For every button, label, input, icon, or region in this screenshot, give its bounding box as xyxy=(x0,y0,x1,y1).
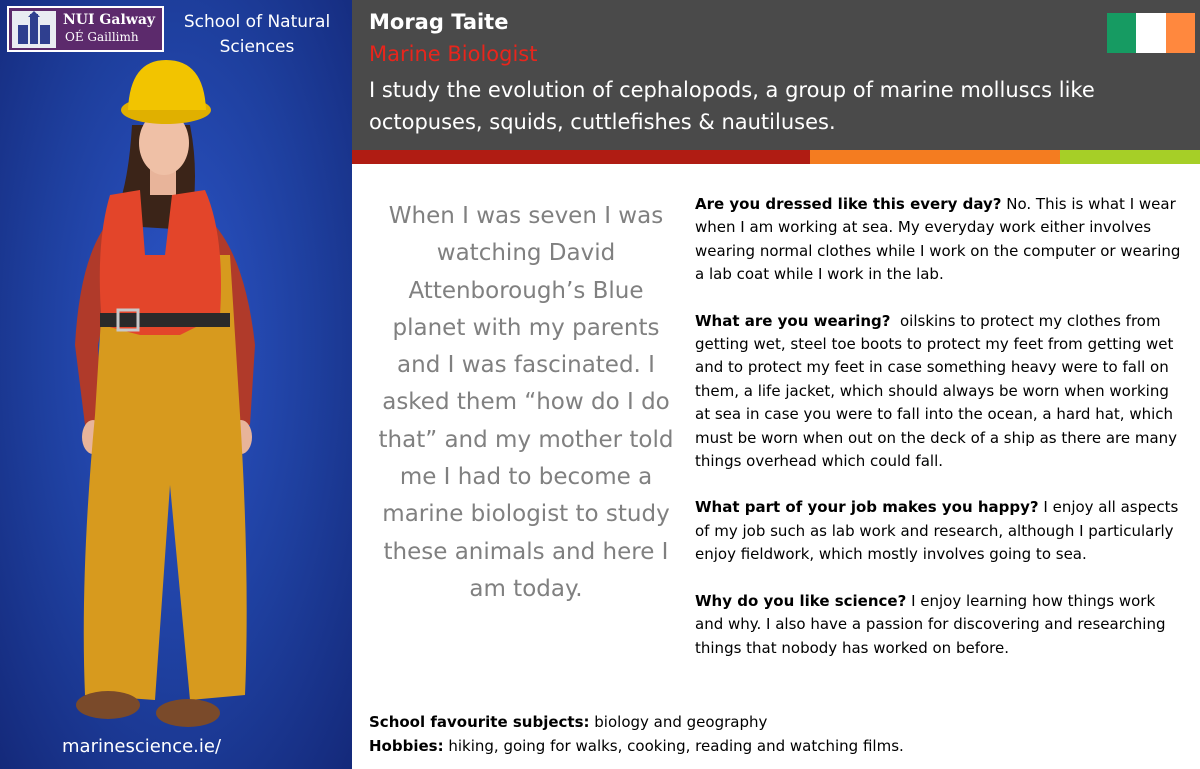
qa-item xyxy=(695,310,1183,474)
qa-item xyxy=(695,193,1183,287)
accent-stripe-orange xyxy=(810,150,1060,164)
favourite-subjects xyxy=(369,710,1189,734)
logo-text-irish: OÉ Gaillimh xyxy=(65,30,139,44)
person-photo-icon xyxy=(40,55,340,735)
qa-answer: oilskins to protect my clothes from getting wet, steel toe boots to protect my feet from getting wet and to protect my feet in case something heavy were to fall on them, a life jacket, which should always be worn when working at sea in case you were to fall into the ocean, a hard hat, which must be worn when out on the deck of a ship as there are many things overhead which could fall. xyxy=(695,311,1182,471)
job-title: Marine Biologist xyxy=(369,42,538,66)
logo-text-english: NUI Galway xyxy=(63,12,156,28)
university-crest-icon xyxy=(12,11,56,48)
photo-panel xyxy=(0,0,352,769)
favourite-subjects-value: biology and geography xyxy=(589,713,768,731)
website-url: marinescience.ie/ xyxy=(62,736,222,757)
profile-header xyxy=(352,0,1200,150)
favourite-subjects-label: School favourite subjects: xyxy=(369,713,590,731)
qa-item xyxy=(695,496,1183,566)
hobbies xyxy=(369,734,1189,758)
qa-question: What part of your job makes you happy? xyxy=(695,498,1039,517)
hobbies-label: Hobbies: xyxy=(369,737,444,755)
intro-statement: I study the evolution of cephalopods, a group of marine molluscs like octopuses, squids, cuttlefishes & nautiluses. xyxy=(369,78,1095,134)
profile-footer xyxy=(369,710,1189,758)
hobbies-value: hiking, going for walks, cooking, reading and watching films. xyxy=(443,737,904,755)
qa-item xyxy=(695,590,1183,660)
qa-question: What are you wearing? xyxy=(695,311,891,330)
qa-answer: I enjoy learning how things work and why. I also have a passion for discovering and researching things that nobody has worked on before. xyxy=(695,591,1166,657)
qa-answer: I enjoy all aspects of my job such as lab work and research, although I particularly enjoy fieldwork, which mostly involves going to sea. xyxy=(695,498,1179,564)
qa-section xyxy=(695,193,1183,683)
accent-stripe-red xyxy=(352,150,810,164)
university-logo xyxy=(7,6,164,52)
qa-answer: No. This is what I wear when I am working at sea. My everyday work either involves wearing normal clothes while I work on the computer or wearing a lab coat while I work in the lab. xyxy=(695,195,1181,284)
school-title: School of Natural Sciences xyxy=(183,12,331,57)
pull-quote: When I was seven I was watching David Attenborough’s Blue planet with my parents and I was fascinated. I asked them “how do I do that” and my mother told me I had to become a marine biologist to study these animals and here I am today. xyxy=(378,203,674,602)
qa-question: Why do you like science? xyxy=(695,591,907,610)
accent-stripe-lime xyxy=(1060,150,1200,164)
qa-question: Are you dressed like this every day? xyxy=(695,195,1002,213)
person-name: Morag Taite xyxy=(369,10,509,34)
ireland-flag-icon xyxy=(1107,13,1195,53)
